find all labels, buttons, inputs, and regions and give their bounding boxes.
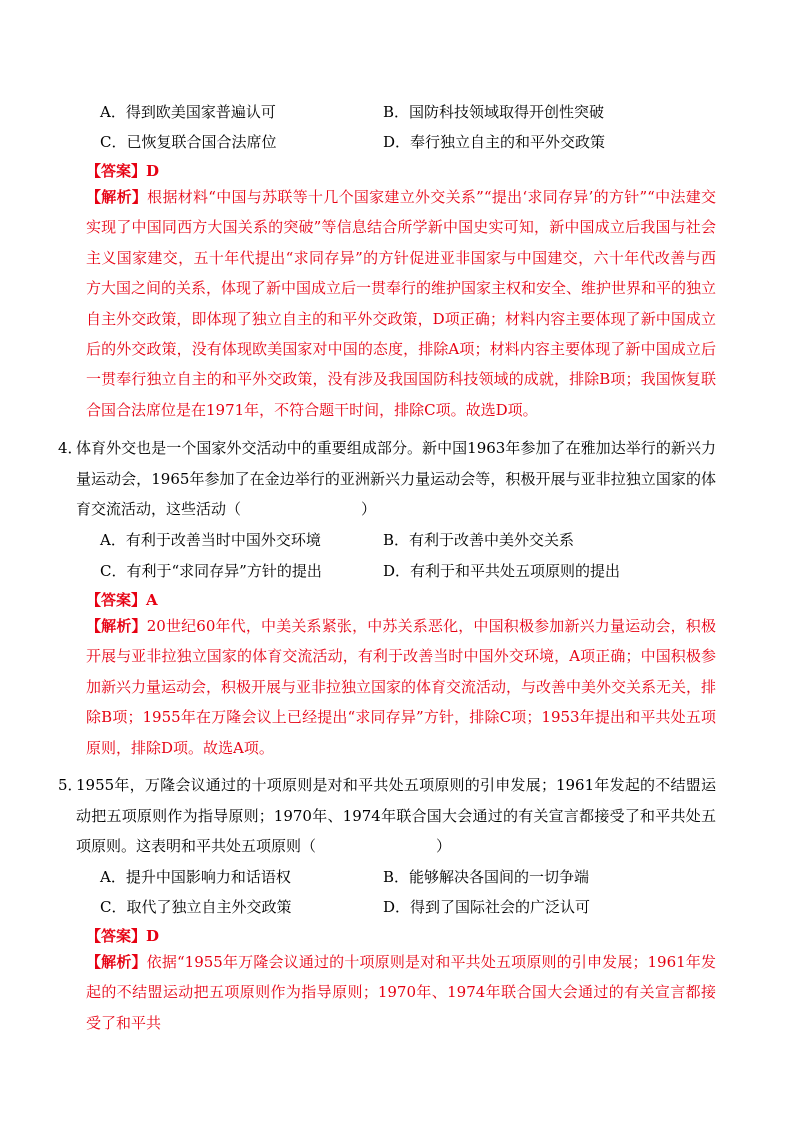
q4-option-c: C．有利于“求同存异”方针的提出 <box>100 562 322 580</box>
q5-analysis <box>86 947 716 1038</box>
q4-stem <box>58 433 716 525</box>
q3-option-b: B．国防科技领域取得开创性突破 <box>383 103 605 121</box>
q3-option-d: D．奉行独立自主的和平外交政策 <box>383 133 606 151</box>
q5-answer: 【答案】D <box>86 927 160 945</box>
q3-option-a: A．得到欧美国家普遍认可 <box>100 103 276 121</box>
q5-number: 5． <box>58 776 83 794</box>
q4-option-d: D．有利于和平共处五项原则的提出 <box>383 562 621 580</box>
q5-stem-text: 1955年，万隆会议通过的十项原则是对和平共处五项原则的引申发展；1961年发起的不结盟运动把五项原则作为指导原则；1970年、1974年联合国大会通过的有关宣言都接受了和平共处五项原则。这表明和平共处五项原则（ <box>76 776 716 855</box>
q4-stem-text: 体育外交也是一个国家外交活动中的重要组成部分。新中国1963年参加了在雅加达举行的新兴力量运动会，1965年参加了在金边举行的亚洲新兴力量运动会等，积极开展与亚非拉独立国家的体育交流活动，这些活动（ <box>76 439 716 518</box>
q5-option-c: C．取代了独立自主外交政策 <box>100 898 292 916</box>
q5-option-a: A．提升中国影响力和话语权 <box>100 868 291 886</box>
q5-stem <box>58 770 716 862</box>
q5-option-d: D．得到了国际社会的广泛认可 <box>383 898 591 916</box>
q4-option-b: B．有利于改善中美外交关系 <box>383 531 575 549</box>
q3-analysis-label: 【解析】 <box>86 188 148 206</box>
q5-option-b: B．能够解决各国间的一切争端 <box>383 868 590 886</box>
q4-option-a: A．有利于改善当时中国外交环境 <box>100 531 321 549</box>
q4-stem-end: ） <box>361 500 377 518</box>
q3-answer: 【答案】D <box>86 162 160 180</box>
q4-answer: 【答案】A <box>86 591 158 609</box>
q3-option-c: C．已恢复联合国合法席位 <box>100 133 277 151</box>
q5-analysis-text: 依据“1955年万隆会议通过的十项原则是对和平共处五项原则的引申发展；1961年发起的不结盟运动把五项原则作为指导原则；1970年、1974年联合国大会通过的有关宣言都接受了和平共 <box>86 953 716 1032</box>
q5-analysis-label: 【解析】 <box>86 953 147 971</box>
q3-analysis <box>86 182 716 425</box>
q5-stem-end: ） <box>436 837 452 855</box>
q4-analysis-text: 20世纪60年代，中美关系紧张，中苏关系恶化，中国积极参加新兴力量运动会，积极开展与亚非拉独立国家的体育交流活动，有利于改善当时中国外交环境，A项正确；中国积极参加新兴力量运动会，积极开展与亚非拉独立国家的体育交流活动，与改善中美外交关系无关，排除B项；1955年在万隆会议上已经提出“求同存异”方针，排除C项；1953年提出和平共处五项原则，排除D项。故选A项。 <box>86 617 717 757</box>
q4-analysis-label: 【解析】 <box>86 617 147 635</box>
q3-analysis-text: 根据材料“中国与苏联等十几个国家建立外交关系”“提出‘求同存异’的方针”“中法建交实现了中国同西方大国关系的突破”等信息结合所学新中国史实可知，新中国成立后我国与社会主义国家建交，五十年代提出“求同存异”的方针促进亚非国家与中国建交，六十年代改善与西方大国之间的关系，体现了新中国成立后一贯奉行的维护国家主权和安全、维护世界和平的独立自主外交政策，即体现了独立自主的和平外交政策，D项正确；材料内容主要体现了新中国成立后的外交政策，没有体现欧美国家对中国的态度，排除A项；材料内容主要体现了新中国成立后一贯奉行独立自主的和平外交政策，没有涉及我国国防科技领域的成就，排除B项；我国恢复联合国合法席位是在1971年，不符合题干时间，排除C项。故选D项。 <box>86 188 717 419</box>
q4-analysis <box>86 611 716 763</box>
q4-number: 4． <box>58 439 83 457</box>
